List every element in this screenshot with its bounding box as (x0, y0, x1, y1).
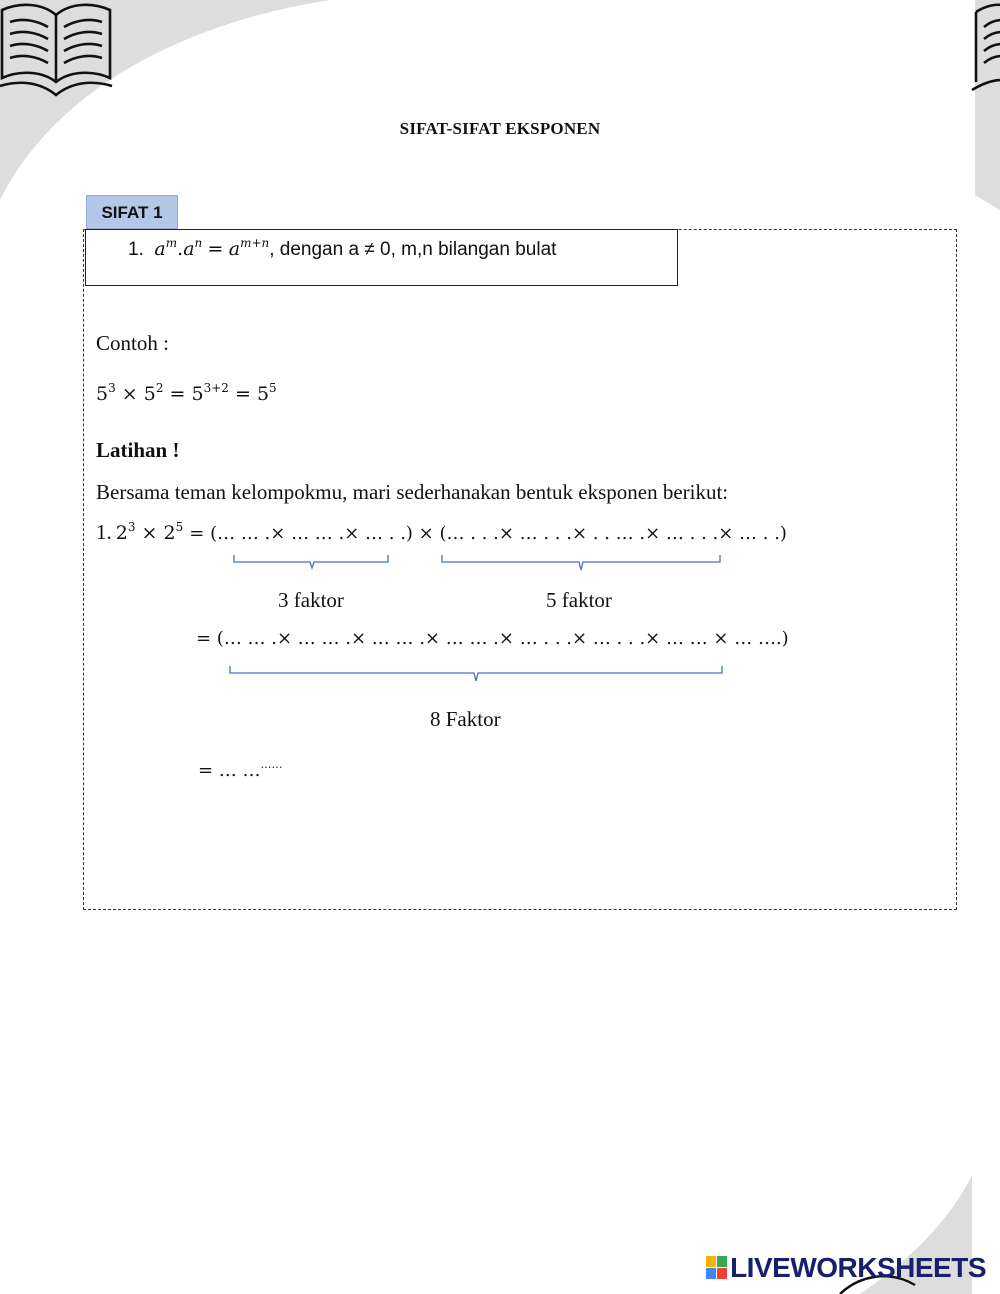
factor-label-3: 3 faktor (278, 588, 344, 612)
example-formula: $5^3 \times 5^2 = 5^{3+2} = 5^5$ (96, 381, 277, 405)
page-title: SIFAT-SIFAT EKSPONEN (399, 119, 601, 138)
rule-box (85, 229, 678, 286)
exercise-instruction: Bersama teman kelompokmu, mari sederhanakan bentuk eksponen berikut: (96, 480, 729, 504)
rule-condition: , dengan a ≠ 0, m,n bilangan bulat (269, 239, 557, 260)
question-1-expansion-blanks[interactable]: = (… … .× … … .× … . .) × (… . . .× … . . .× . . … .× … . . .× … . .) (189, 523, 787, 544)
rule-formula: 1. $a^m.a^n = a^{m+n}$, dengan a ≠ 0, m,n bilangan bulat (128, 236, 557, 260)
factor-label-5: 5 faktor (546, 588, 612, 612)
liveworksheets-logo-icon (706, 1256, 728, 1280)
factor-label-8: 8 Faktor (430, 707, 501, 731)
corner-swoosh-top-left (0, 0, 330, 200)
sifat-tab-label: SIFAT 1 (86, 195, 178, 229)
exercise-heading: Latihan ! (96, 438, 180, 462)
combined-expansion-blanks[interactable]: = (… … .× … … .× … … .× … … .× … . . .× … . . .× … … × … ….) (196, 628, 789, 649)
example-label: Contoh : (96, 331, 169, 355)
exercise-question-1: 1. $2^3 \times 2^5$ = (… … .× … … .× … . .) × (… . . .× … . . .× . . … .× … . . .× … . .) (96, 520, 787, 544)
final-answer-blank[interactable]: = … ……… (198, 758, 283, 781)
content-frame (83, 229, 957, 910)
rule-number: 1. (128, 239, 144, 260)
liveworksheets-logo: LIVEWORKSHEETS (706, 1252, 986, 1284)
